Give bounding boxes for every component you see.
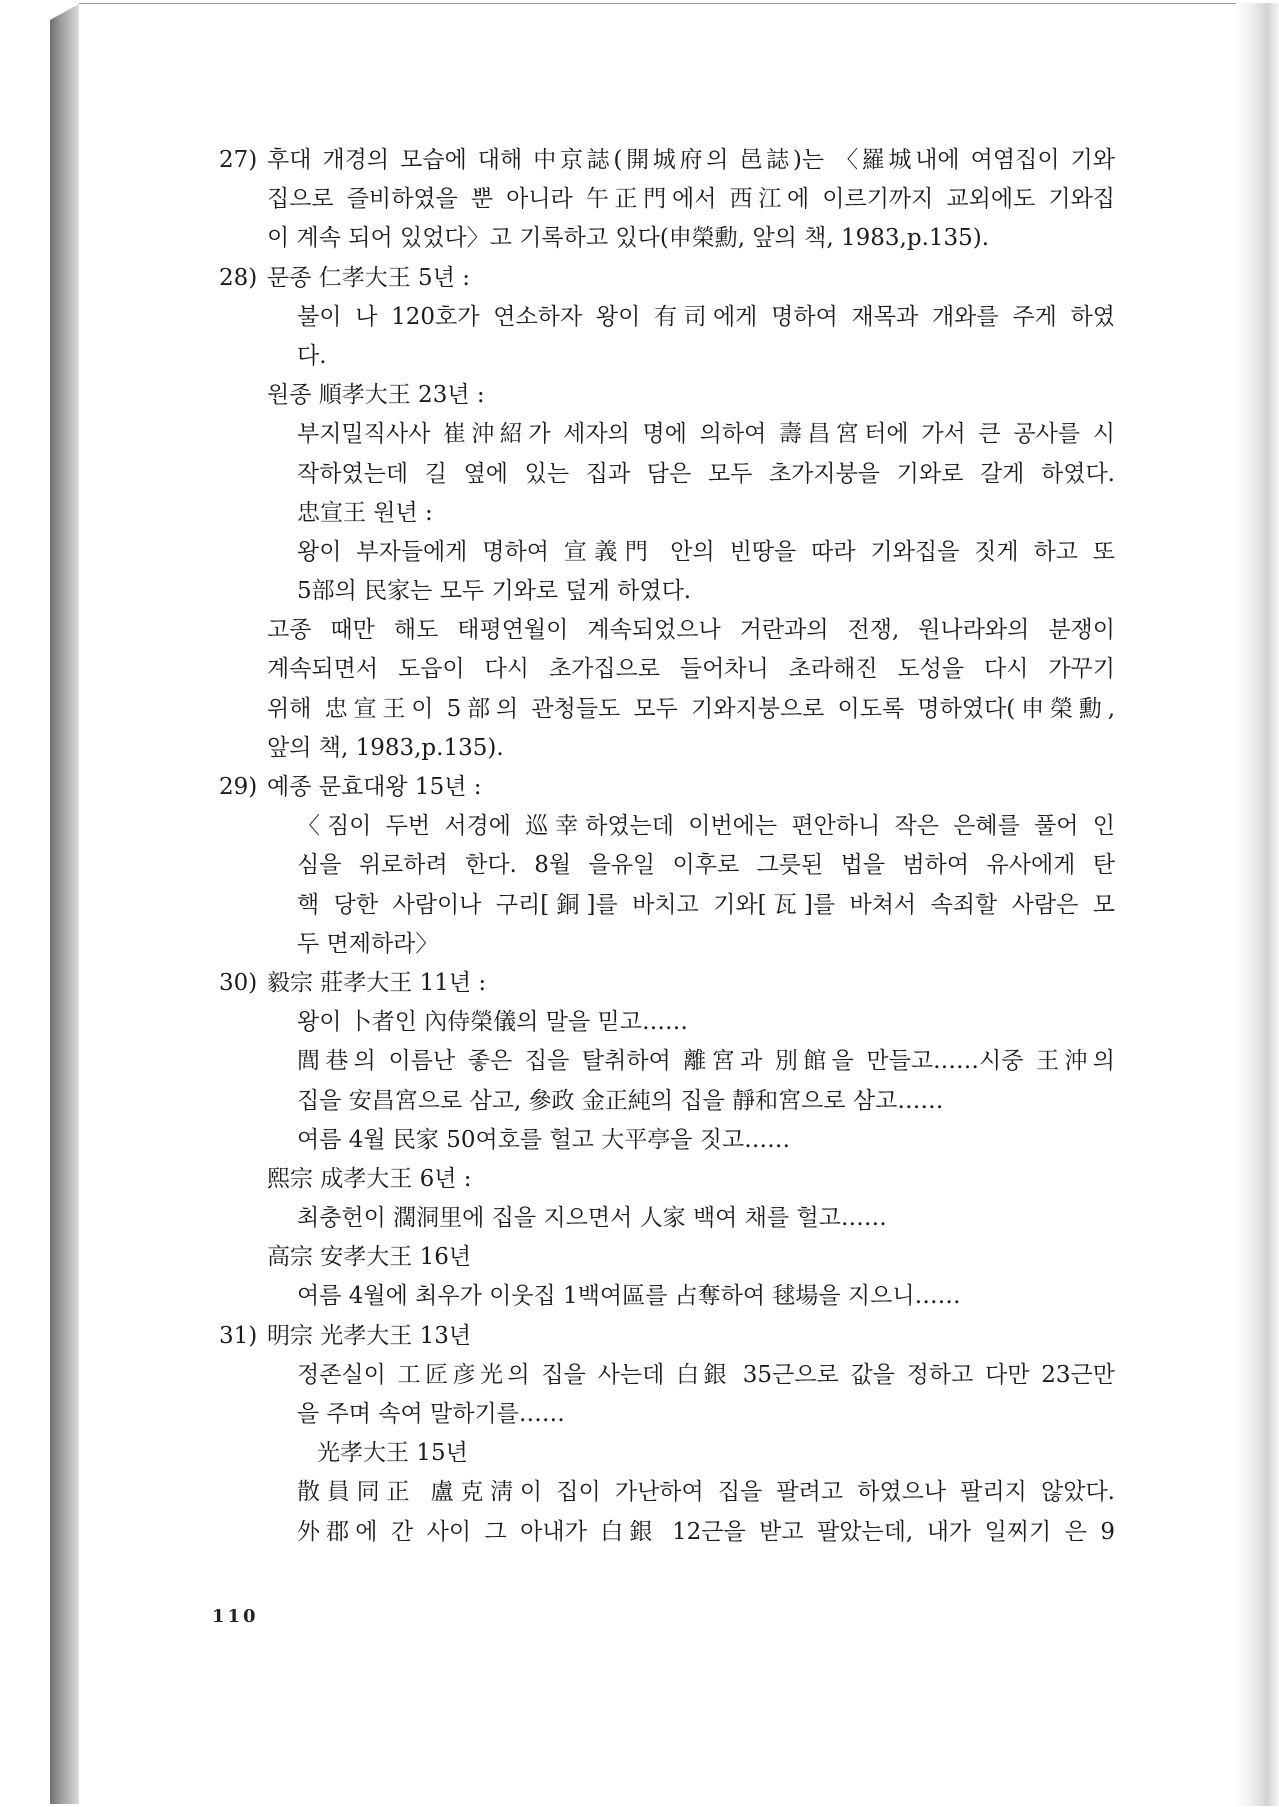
page-edge-shadow xyxy=(1236,3,1279,1806)
note-line xyxy=(219,650,1115,689)
note-number: 28) xyxy=(219,264,258,291)
note-line xyxy=(219,807,1115,846)
line-text: 두 면제하라〉 xyxy=(297,930,439,957)
line-text: 다. xyxy=(297,342,327,369)
note-line xyxy=(219,1238,1115,1277)
note-31 xyxy=(219,1317,1115,1552)
line-text: 여름 4월에 최우가 이웃집 1백여區를 占奪하여 毬場을 지으니…… xyxy=(297,1283,961,1310)
note-line xyxy=(219,219,1115,258)
line-text: 閭巷의 이름난 좋은 집을 탈취하여 離宮과 別館을 만들고……시중 王沖의 xyxy=(297,1048,1115,1075)
line-text: 부지밀직사사 崔沖紹가 세자의 명에 의하여 壽昌宮터에 가서 큰 공사를 시 xyxy=(297,421,1115,448)
notes-body xyxy=(219,141,1115,1552)
note-line xyxy=(219,337,1115,376)
note-number: 29) xyxy=(219,774,258,800)
note-29 xyxy=(219,768,1115,964)
line-text: 熙宗 成孝大王 6년 : xyxy=(267,1165,472,1192)
line-text: 위해 忠宣王이 5部의 관청들도 모두 기와지붕으로 이도록 명하였다(申榮勳, xyxy=(267,695,1115,722)
note-line xyxy=(219,1082,1115,1121)
line-text: 작하였는데 길 옆에 있는 집과 담은 모두 초가지붕을 기와로 갈게 하였다. xyxy=(297,460,1115,487)
note-line xyxy=(219,1160,1115,1199)
note-line xyxy=(219,415,1115,454)
note-line xyxy=(219,259,1115,298)
note-line xyxy=(219,180,1115,219)
note-line xyxy=(219,1395,1115,1434)
note-line xyxy=(219,1356,1115,1395)
line-text: 후대 개경의 모습에 대해 中京誌(開城府의 邑誌)는 〈羅城내에 여염집이 기와 xyxy=(267,147,1115,173)
note-line xyxy=(219,886,1115,925)
line-text: 예종 문효대왕 15년 : xyxy=(267,774,482,800)
note-number: 31) xyxy=(219,1322,258,1349)
line-text: 앞의 책, 1983,p.135). xyxy=(267,734,504,761)
note-line xyxy=(219,1121,1115,1160)
note-line xyxy=(219,376,1115,415)
line-text: 심을 위로하려 한다. 8월 을유일 이후로 그릇된 법을 범하여 유사에게 탄 xyxy=(297,852,1115,879)
note-line xyxy=(219,1199,1115,1238)
note-line xyxy=(219,1513,1115,1552)
note-line xyxy=(219,533,1115,572)
line-text: 여름 4월 民家 50여호를 헐고 大平亭을 짓고…… xyxy=(297,1126,791,1153)
line-text: 왕이 부자들에게 명하여 宣義門 안의 빈땅을 따라 기와집을 짓게 하고 또 xyxy=(297,538,1115,565)
line-text: 散員同正 盧克淸이 집이 가난하여 집을 팔려고 하였으나 팔리지 않았다. xyxy=(297,1479,1115,1506)
line-text: 집을 安昌宮으로 삼고, 參政 金正純의 집을 靜和宮으로 삼고…… xyxy=(297,1087,944,1114)
note-line xyxy=(219,1277,1115,1316)
note-line xyxy=(219,729,1115,768)
note-line xyxy=(219,1473,1115,1512)
note-number: 30) xyxy=(219,969,258,996)
book-spine-edge xyxy=(50,4,79,1804)
line-text: 이 계속 되어 있었다〉고 기록하고 있다(申榮勳, 앞의 책, 1983,p.135). xyxy=(267,225,990,252)
line-text: 정존실이 工匠彦光의 집을 사는데 白銀 35근으로 값을 정하고 다만 23근만 xyxy=(297,1361,1115,1388)
line-text: 高宗 安孝大王 16년 xyxy=(267,1244,472,1271)
line-text: 을 주며 속여 말하기를…… xyxy=(297,1401,565,1427)
line-text: 光孝大王 15년 xyxy=(317,1440,468,1467)
note-line xyxy=(219,846,1115,885)
line-text: 집으로 즐비하였을 뿐 아니라 午正門에서 西江에 이르기까지 교외에도 기와집 xyxy=(267,186,1115,213)
line-text: 문종 仁孝大王 5년 : xyxy=(267,264,470,291)
note-line xyxy=(219,494,1115,533)
line-text: 최충헌이 濶洞里에 집을 지으면서 人家 백여 채를 헐고…… xyxy=(297,1205,887,1232)
note-line xyxy=(219,1434,1115,1473)
line-text: 明宗 光孝大王 13년 xyxy=(267,1322,472,1349)
page-number: 110 xyxy=(212,1606,259,1627)
line-text: 5部의 民家는 모두 기와로 덮게 하였다. xyxy=(297,578,692,605)
note-line xyxy=(219,1003,1115,1042)
line-text: 外郡에 간 사이 그 아내가 白銀 12근을 받고 팔았는데, 내가 일찌기 은 9 xyxy=(297,1518,1115,1545)
note-line xyxy=(219,141,1115,180)
note-line xyxy=(219,455,1115,494)
note-number: 27) xyxy=(219,147,258,173)
note-line xyxy=(219,298,1115,337)
line-text: 불이 나 120호가 연소하자 왕이 有司에게 명하여 재목과 개와를 주게 하였 xyxy=(297,303,1115,330)
line-text: 왕이 卜者인 內侍榮儀의 말을 믿고…… xyxy=(297,1009,688,1036)
note-30 xyxy=(219,964,1115,1317)
line-text: 고종 때만 해도 태평연월이 계속되었으나 거란과의 전쟁, 원나라와의 분쟁이 xyxy=(267,617,1115,644)
note-27 xyxy=(219,141,1115,259)
line-text: 〈짐이 두번 서경에 巡幸하였는데 이번에는 편안하니 작은 은혜를 풀어 인 xyxy=(297,813,1115,840)
note-line xyxy=(219,611,1115,650)
line-text: 毅宗 莊孝大王 11년 : xyxy=(267,969,487,996)
line-text: 계속되면서 도읍이 다시 초가집으로 들어차니 초라해진 도성을 다시 가꾸기 xyxy=(267,656,1115,683)
note-line xyxy=(219,1042,1115,1081)
note-line xyxy=(219,690,1115,729)
note-line xyxy=(219,1317,1115,1356)
note-line xyxy=(219,925,1115,964)
line-text: 忠宣王 원년 : xyxy=(297,499,433,526)
note-line xyxy=(219,964,1115,1003)
note-line xyxy=(219,572,1115,611)
note-28 xyxy=(219,259,1115,768)
line-text: 핵 당한 사람이나 구리[銅]를 바치고 기와[瓦]를 바쳐서 속죄할 사람은 모 xyxy=(297,891,1115,918)
line-text: 원종 順孝大王 23년 : xyxy=(267,382,485,409)
note-line xyxy=(219,768,1115,807)
